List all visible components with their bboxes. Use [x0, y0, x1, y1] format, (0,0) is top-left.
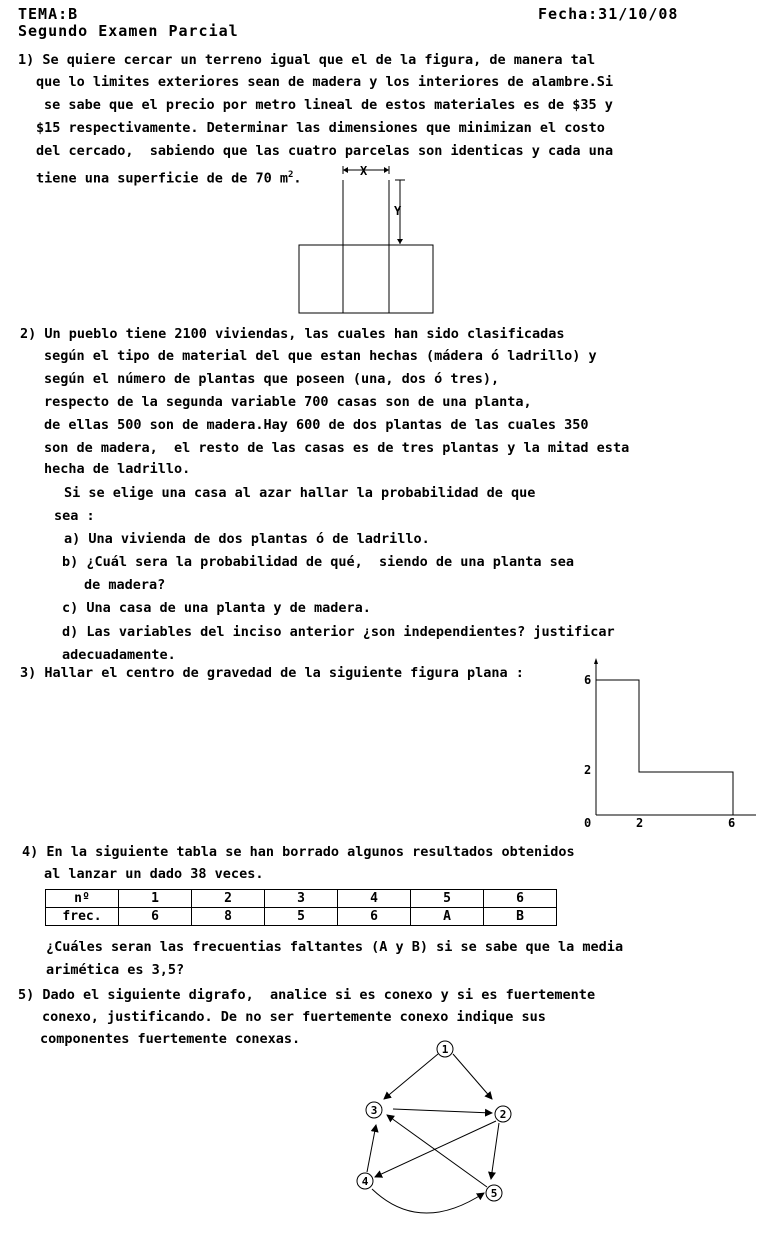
table-cell: 8 — [192, 908, 265, 926]
q1-line: $15 respectivamente. Determinar las dimensiones que minimizan el costo — [36, 120, 605, 136]
q4-line: al lanzar un dado 38 veces. — [44, 866, 264, 882]
table-row — [46, 890, 557, 908]
svg-text:3: 3 — [370, 1104, 378, 1117]
edge-1-2 — [453, 1054, 492, 1099]
q2-item-c: c) Una casa de una planta y de madera. — [62, 600, 371, 616]
q2-line: según el número de plantas que poseen (una, dos ó tres), — [44, 371, 500, 387]
edge-1-3 — [384, 1054, 438, 1099]
edge-2-4 — [375, 1121, 496, 1177]
y-axis-arrow — [594, 658, 598, 664]
node-5 — [486, 1185, 502, 1201]
edge-4-5 — [372, 1189, 484, 1213]
q2-line: son de madera, el resto de las casas es de tres plantas y la mitad esta — [44, 440, 630, 456]
edge-5-3 — [387, 1115, 487, 1187]
table-cell: 5 — [265, 908, 338, 926]
q1-line: tiene una superficie de de 70 $m^2$. — [36, 170, 302, 187]
q2-line: según el tipo de material del que estan hechas (mádera ó ladrillo) y — [44, 348, 597, 364]
frequency-table — [45, 889, 557, 926]
table-cell: 2 — [192, 890, 265, 908]
tick-y-6: 6 — [584, 673, 592, 687]
q4-line: ¿Cuáles seran las frecuentias faltantes (A y B) si se sabe que la media — [46, 939, 624, 955]
q2-item-b-cont: de madera? — [84, 577, 166, 593]
table-cell: 6 — [119, 908, 192, 926]
table-cell: 6 — [484, 890, 557, 908]
edge-3-2 — [393, 1109, 492, 1113]
node-1 — [437, 1041, 453, 1057]
l-shape-figure — [580, 655, 770, 835]
svg-text:5: 5 — [490, 1187, 498, 1200]
table-cell: 4 — [338, 890, 411, 908]
q2-line: respecto de la segunda variable 700 casas son de una planta, — [44, 394, 532, 410]
q4-line: arimética es 3,5? — [46, 962, 185, 978]
q2-line: de ellas 500 son de madera.Hay 600 de dos plantas de las cuales 350 — [44, 417, 589, 433]
q1-line: del cercado, sabiendo que las cuatro parcelas son identicas y cada una — [36, 143, 614, 159]
svg-text:4: 4 — [361, 1175, 369, 1188]
digraph-figure — [350, 1035, 550, 1225]
table-cell: B — [484, 908, 557, 926]
q2-line: 2) Un pueblo tiene 2100 viviendas, las cuales han sido clasificadas — [20, 326, 565, 342]
tick-x-6: 6 — [728, 816, 736, 830]
q2-line: sea : — [54, 508, 95, 524]
table-cell: A — [411, 908, 484, 926]
q1-line: 1) Se quiere cercar un terreno igual que el de la figura, de manera tal — [18, 52, 596, 68]
q5-line: componentes fuertemente conexas. — [40, 1031, 301, 1047]
node-3 — [366, 1102, 382, 1118]
table-cell: nº — [46, 890, 119, 908]
table-cell: frec. — [46, 908, 119, 926]
q2-item-a: a) Una vivienda de dos plantas ó de ladrillo. — [64, 531, 430, 547]
q1-line: se sabe que el precio por metro lineal de estos materiales es de $35 y — [44, 97, 613, 113]
node-2 — [495, 1106, 511, 1122]
table-cell: 5 — [411, 890, 484, 908]
label-x: X — [360, 164, 368, 178]
q3-text: 3) Hallar el centro de gravedad de la siguiente figura plana : — [20, 665, 524, 681]
fence-plot-figure — [290, 160, 450, 320]
q5-line: conexo, justificando. De no ser fuertemente conexo indique sus — [42, 1009, 546, 1025]
q2-line: hecha de ladrillo. — [44, 461, 191, 477]
q2-item-d: d) Las variables del inciso anterior ¿son independientes? justificar — [62, 624, 615, 640]
table-cell: 1 — [119, 890, 192, 908]
node-4 — [357, 1173, 373, 1189]
q1-line: que lo limites exteriores sean de madera y los interiores de alambre.Si — [36, 74, 614, 90]
exam-title: Segundo Examen Parcial — [18, 22, 239, 40]
l-shape-outline — [596, 680, 733, 815]
q4-line: 4) En la siguiente tabla se han borrado algunos resultados obtenidos — [22, 844, 575, 860]
tick-y-2: 2 — [584, 763, 592, 777]
table-cell: 6 — [338, 908, 411, 926]
edge-4-3 — [367, 1125, 376, 1172]
exam-date: Fecha:31/10/08 — [538, 5, 679, 23]
q2-item-b: b) ¿Cuál sera la probabilidad de qué, siendo de una planta sea — [62, 554, 575, 570]
tick-x-2: 2 — [636, 816, 644, 830]
table-cell: 3 — [265, 890, 338, 908]
table-row — [46, 908, 557, 926]
svg-text:2: 2 — [499, 1108, 507, 1121]
svg-text:1: 1 — [441, 1043, 449, 1056]
tick-x-0: 0 — [584, 816, 592, 830]
exam-tema: TEMA:B — [18, 5, 79, 23]
edge-2-5 — [491, 1123, 499, 1179]
q5-line: 5) Dado el siguiente digrafo, analice si es conexo y si es fuertemente — [18, 987, 596, 1003]
q2-item-d-cont: adecuadamente. — [62, 647, 176, 663]
q2-line: Si se elige una casa al azar hallar la probabilidad de que — [64, 485, 536, 501]
label-y: Y — [394, 204, 402, 218]
